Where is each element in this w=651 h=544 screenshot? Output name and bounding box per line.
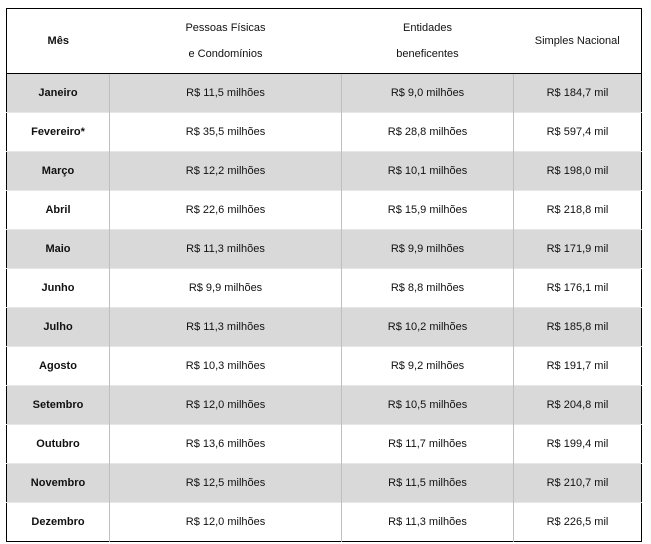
month-cell: Fevereiro* bbox=[7, 113, 110, 152]
simples-cell: R$ 199,4 mil bbox=[514, 425, 642, 464]
simples-cell: R$ 198,0 mil bbox=[514, 152, 642, 191]
month-cell: Agosto bbox=[7, 347, 110, 386]
simples-cell: R$ 176,1 mil bbox=[514, 269, 642, 308]
header-pf-line1: Pessoas Físicas bbox=[185, 22, 266, 34]
table-row bbox=[7, 308, 642, 347]
pf-cell: R$ 35,5 milhões bbox=[110, 113, 342, 152]
header-row bbox=[7, 9, 642, 74]
ent-cell: R$ 11,5 milhões bbox=[342, 464, 514, 503]
pf-cell: R$ 11,3 milhões bbox=[110, 308, 342, 347]
ent-cell: R$ 9,0 milhões bbox=[342, 74, 514, 113]
month-cell: Setembro bbox=[7, 386, 110, 425]
pf-cell: R$ 10,3 milhões bbox=[110, 347, 342, 386]
header-simples-label: Simples Nacional bbox=[534, 35, 620, 47]
month-cell: Junho bbox=[7, 269, 110, 308]
table-row bbox=[7, 74, 642, 113]
pf-cell: R$ 11,5 milhões bbox=[110, 74, 342, 113]
month-cell: Dezembro bbox=[7, 503, 110, 542]
table-row bbox=[7, 503, 642, 542]
table-container bbox=[6, 8, 641, 542]
header-pf-line2: e Condomínios bbox=[188, 48, 263, 60]
header-pessoas-fisicas bbox=[110, 9, 342, 74]
table-row bbox=[7, 464, 642, 503]
pf-cell: R$ 13,6 milhões bbox=[110, 425, 342, 464]
month-cell: Julho bbox=[7, 308, 110, 347]
ent-cell: R$ 10,2 milhões bbox=[342, 308, 514, 347]
revenue-table bbox=[6, 8, 642, 542]
table-row bbox=[7, 386, 642, 425]
simples-cell: R$ 184,7 mil bbox=[514, 74, 642, 113]
ent-cell: R$ 11,7 milhões bbox=[342, 425, 514, 464]
simples-cell: R$ 226,5 mil bbox=[514, 503, 642, 542]
pf-cell: R$ 12,0 milhões bbox=[110, 386, 342, 425]
pf-cell: R$ 12,2 milhões bbox=[110, 152, 342, 191]
month-cell: Maio bbox=[7, 230, 110, 269]
table-body bbox=[7, 74, 642, 542]
month-cell: Novembro bbox=[7, 464, 110, 503]
table-row bbox=[7, 347, 642, 386]
header-month bbox=[7, 9, 110, 74]
simples-cell: R$ 218,8 mil bbox=[514, 191, 642, 230]
ent-cell: R$ 8,8 milhões bbox=[342, 269, 514, 308]
table-row bbox=[7, 425, 642, 464]
ent-cell: R$ 9,2 milhões bbox=[342, 347, 514, 386]
pf-cell: R$ 22,6 milhões bbox=[110, 191, 342, 230]
header-entidades bbox=[342, 9, 514, 74]
ent-cell: R$ 10,5 milhões bbox=[342, 386, 514, 425]
pf-cell: R$ 9,9 milhões bbox=[110, 269, 342, 308]
header-month-label: Mês bbox=[47, 35, 69, 47]
table-header bbox=[7, 9, 642, 74]
header-ent-line2: beneficentes bbox=[396, 48, 459, 60]
pf-cell: R$ 12,0 milhões bbox=[110, 503, 342, 542]
ent-cell: R$ 15,9 milhões bbox=[342, 191, 514, 230]
table-row bbox=[7, 191, 642, 230]
month-cell: Março bbox=[7, 152, 110, 191]
table-row bbox=[7, 269, 642, 308]
month-cell: Abril bbox=[7, 191, 110, 230]
month-cell: Outubro bbox=[7, 425, 110, 464]
ent-cell: R$ 9,9 milhões bbox=[342, 230, 514, 269]
simples-cell: R$ 171,9 mil bbox=[514, 230, 642, 269]
header-ent-line1: Entidades bbox=[403, 22, 452, 34]
table-row bbox=[7, 113, 642, 152]
simples-cell: R$ 597,4 mil bbox=[514, 113, 642, 152]
simples-cell: R$ 185,8 mil bbox=[514, 308, 642, 347]
month-cell: Janeiro bbox=[7, 74, 110, 113]
header-simples-nacional bbox=[514, 9, 642, 74]
table-row bbox=[7, 230, 642, 269]
table-row bbox=[7, 152, 642, 191]
ent-cell: R$ 11,3 milhões bbox=[342, 503, 514, 542]
pf-cell: R$ 11,3 milhões bbox=[110, 230, 342, 269]
simples-cell: R$ 204,8 mil bbox=[514, 386, 642, 425]
simples-cell: R$ 191,7 mil bbox=[514, 347, 642, 386]
pf-cell: R$ 12,5 milhões bbox=[110, 464, 342, 503]
ent-cell: R$ 10,1 milhões bbox=[342, 152, 514, 191]
simples-cell: R$ 210,7 mil bbox=[514, 464, 642, 503]
ent-cell: R$ 28,8 milhões bbox=[342, 113, 514, 152]
